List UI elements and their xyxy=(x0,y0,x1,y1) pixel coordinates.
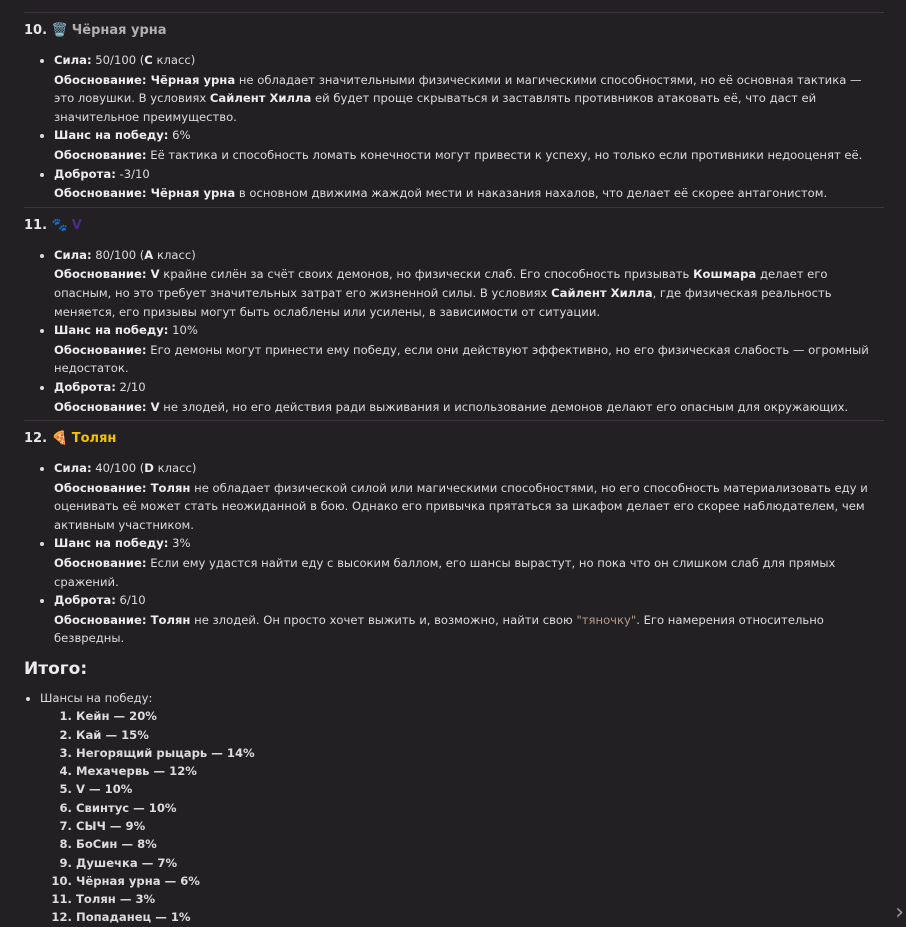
bold-text: Обоснование: xyxy=(54,267,151,282)
entry-number: 12. xyxy=(24,431,48,447)
character-heading xyxy=(24,21,884,41)
stats-list xyxy=(24,51,884,203)
character-icon: 🐾 xyxy=(51,217,68,233)
text: в основном движима жаждой мести и наказания нахалов, что делает её скорее антагонистом. xyxy=(235,186,828,201)
stat-label: Сила: xyxy=(54,247,92,262)
bold-text: Обоснование: xyxy=(54,556,147,571)
bold-text: Чёрная урна xyxy=(150,72,236,87)
ranking-item: 4. Мехачервь — 12% xyxy=(76,762,884,780)
bold-text: V xyxy=(150,399,160,414)
text: не обладает физической силой или магическими способностями, но его способность материализовать еду и оценивать её может стать неожиданной в бою. Однако его привычка прятаться за шкафом делает его скорее наблюдателем, чем активным участником. xyxy=(54,480,868,532)
stat-label: Шанс на победу: xyxy=(54,536,169,551)
stat-label: Шанс на победу: xyxy=(54,323,169,338)
text: не злодей, но его действия ради выживания и использование демонов делают его опасным для окружающих. xyxy=(159,399,849,414)
stat-label: Доброта: xyxy=(54,593,116,608)
power-class: C xyxy=(144,53,153,67)
bold-text: Обоснование: xyxy=(54,72,151,87)
bold-text: Обоснование: xyxy=(54,147,147,162)
text: , где физическая реальность меняется, его призывы могут быть ослаблены или усилены, в зависимости от ситуации. xyxy=(54,285,832,319)
ranking-item: 11. Толян — 3% xyxy=(76,890,884,908)
text: не злодей. Он просто хочет выжить и, возможно, найти свою xyxy=(190,612,577,627)
justification xyxy=(54,611,884,648)
summary-list xyxy=(24,689,884,927)
justification xyxy=(54,398,884,417)
chevron-right-icon[interactable]: › xyxy=(895,900,904,925)
ranking-item: 8. БоСин — 8% xyxy=(76,835,884,853)
ranking-item: 10. Чёрная урна — 6% xyxy=(76,872,884,890)
stat-chance xyxy=(54,126,884,164)
ranking-item: 6. Свинтус — 10% xyxy=(76,799,884,817)
character-heading xyxy=(24,429,884,449)
stat-power xyxy=(54,246,884,321)
power-class: A xyxy=(144,247,154,262)
divider xyxy=(24,420,884,421)
justification xyxy=(54,184,884,203)
ranking-item: 12. Попаданец — 1% xyxy=(76,908,884,926)
stat-value: 80/100 ( xyxy=(95,247,145,262)
summary-chances xyxy=(40,689,884,927)
ranking-item: 2. Кай — 15% xyxy=(76,726,884,744)
stat-chance xyxy=(54,534,884,591)
stat-value: 6% xyxy=(172,128,191,143)
text: крайне силён за счёт своих демонов, но физически слаб. Его способность призывать xyxy=(159,267,694,282)
stat-kind xyxy=(54,378,884,416)
power-suffix: класс) xyxy=(153,247,196,262)
justification xyxy=(54,479,884,535)
highlight-text: "тяночку" xyxy=(576,612,637,627)
power-suffix: класс) xyxy=(153,461,197,476)
ranking-item: 9. Душечка — 7% xyxy=(76,854,884,872)
power-suffix: класс) xyxy=(152,53,196,67)
text: Его демоны могут принести ему победу, если они действуют эффективно, но его физическая слабость — огромный недостаток. xyxy=(54,342,869,376)
ranking-list xyxy=(40,707,884,927)
stat-power xyxy=(54,459,884,534)
ranking-item: 7. СЫЧ — 9% xyxy=(76,817,884,835)
entry-number: 11. xyxy=(24,217,48,233)
bold-text: Кошмара xyxy=(693,267,757,282)
stat-chance xyxy=(54,321,884,378)
ranking-item: 5. V — 10% xyxy=(76,780,884,798)
character-icon: 🗑️ xyxy=(51,23,68,38)
document xyxy=(24,12,884,927)
entry-number: 10. xyxy=(24,23,48,38)
stat-label: Шанс на победу: xyxy=(54,128,169,143)
stat-value: 2/10 xyxy=(119,379,146,394)
bold-text: Толян xyxy=(150,612,191,627)
bold-text: Толян xyxy=(150,480,191,495)
stat-label: Сила: xyxy=(54,53,92,67)
justification xyxy=(54,146,884,165)
stat-kind xyxy=(54,591,884,648)
summary-title: Итого: xyxy=(24,659,88,680)
justification xyxy=(54,554,884,591)
stat-power xyxy=(54,51,884,126)
ranking-item: 3. Негорящий рыцарь — 14% xyxy=(76,744,884,762)
stat-label: Доброта: xyxy=(54,379,116,394)
character-name: Чёрная урна xyxy=(71,23,167,38)
stat-value: 6/10 xyxy=(119,593,146,608)
stat-value: 10% xyxy=(172,323,198,338)
character-entries xyxy=(24,21,884,648)
divider xyxy=(24,12,884,13)
text: . Его намерения относительно безвредны. xyxy=(54,612,824,646)
bold-text: Обоснование: xyxy=(54,186,151,201)
stat-value: 50/100 ( xyxy=(95,53,145,67)
stat-value: 40/100 ( xyxy=(95,461,145,476)
bold-text: Обоснование: xyxy=(54,612,151,627)
character-icon: 🍕 xyxy=(51,431,68,447)
text: ей будет проще скрываться и заставлять противников атаковать её, что даст ей значительное преимущество. xyxy=(54,91,817,124)
bold-text: Обоснование: xyxy=(54,480,151,495)
character-name: V xyxy=(71,217,82,233)
stats-list xyxy=(24,459,884,648)
stat-value: 3% xyxy=(172,536,191,551)
bold-text: Сайлент Хилла xyxy=(209,91,312,106)
text: не обладает значительными физическими и магическими способностями, но её основная тактика — это ловушки. В условиях xyxy=(54,72,862,106)
stat-value: -3/10 xyxy=(119,166,150,181)
ranking-item: 1. Кейн — 20% xyxy=(76,707,884,725)
text: Её тактика и способность ломать конечности могут привести к успеху, но только если противники недооценят её. xyxy=(146,147,863,162)
stat-kind xyxy=(54,165,884,203)
stat-label: Доброта: xyxy=(54,166,116,181)
stat-label: Сила: xyxy=(54,461,92,476)
justification xyxy=(54,265,884,321)
power-class: D xyxy=(144,461,154,476)
bold-text: Чёрная урна xyxy=(150,186,236,201)
bold-text: Обоснование: xyxy=(54,399,151,414)
bold-text: Сайлент Хилла xyxy=(551,285,653,300)
text: делает его опасным, но это требует значительных затрат его жизненной силы. В условиях xyxy=(54,267,828,300)
stats-list xyxy=(24,246,884,416)
bold-text: V xyxy=(150,267,160,282)
chances-label: Шансы на победу: xyxy=(40,690,153,705)
character-name: Толян xyxy=(71,431,117,447)
character-heading xyxy=(24,216,884,236)
justification xyxy=(54,341,884,378)
text: Если ему удастся найти еду с высоким баллом, его шансы вырастут, но пока что он слишком слаб для прямых сражений. xyxy=(54,556,836,589)
justification xyxy=(54,71,884,127)
bold-text: Обоснование: xyxy=(54,342,147,357)
divider xyxy=(24,207,884,208)
